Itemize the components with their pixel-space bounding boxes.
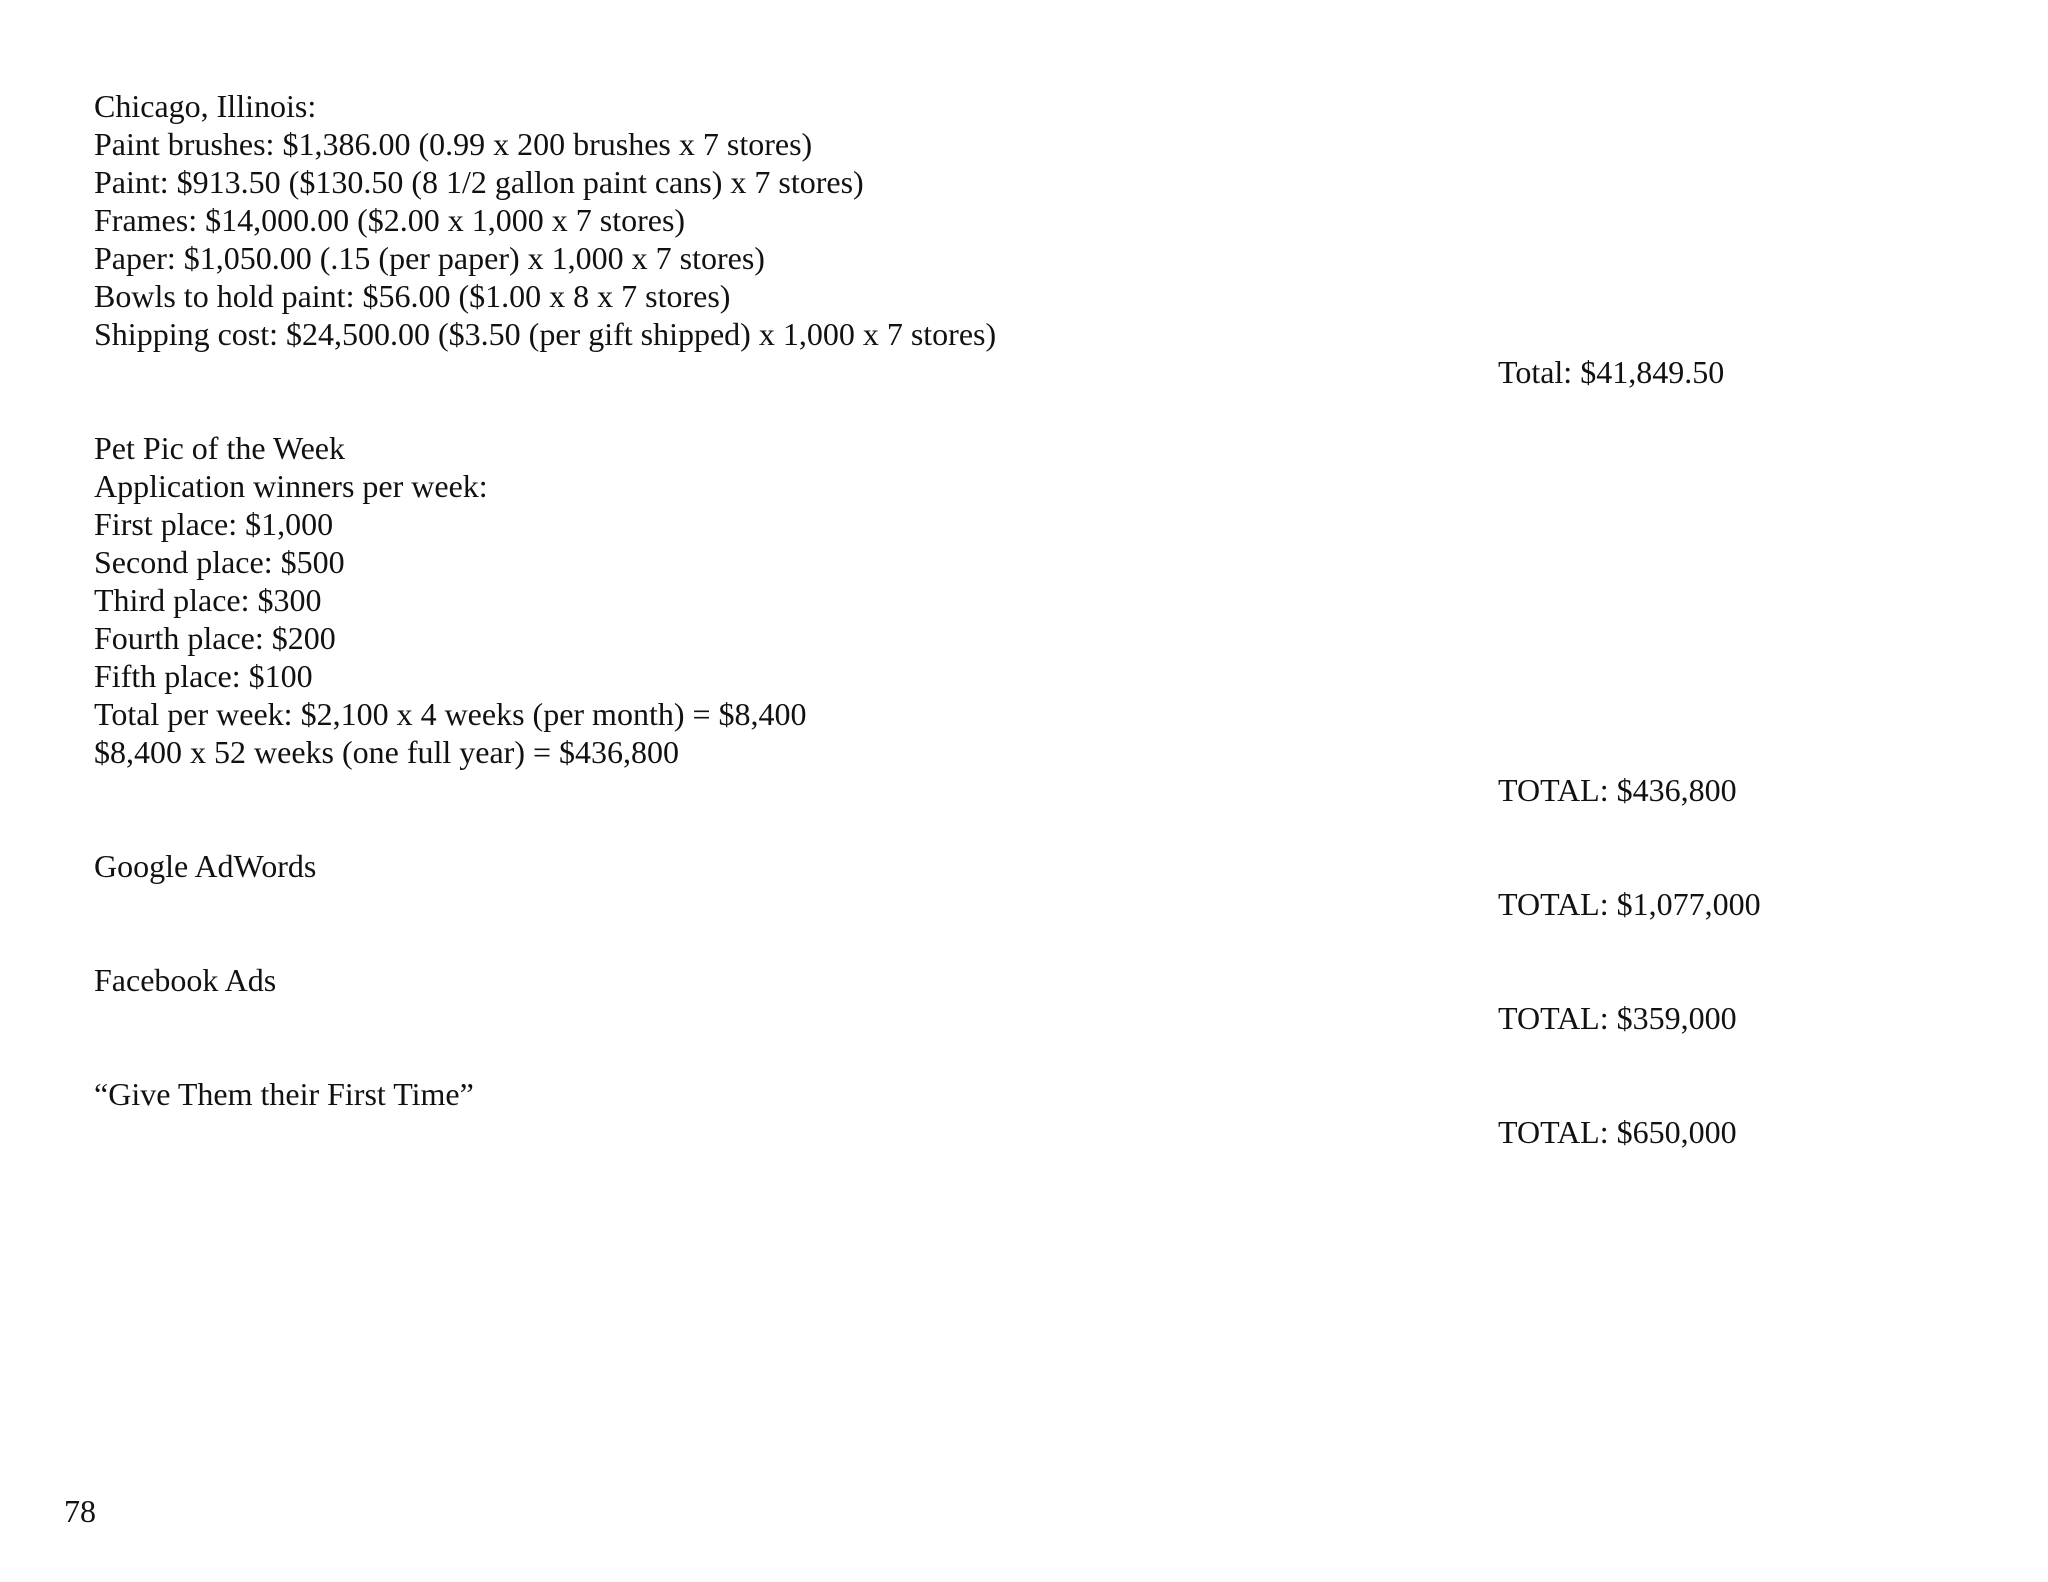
paper-line: Paper: $1,050.00 (.15 (per paper) x 1,000 x 7 stores) [94,240,765,276]
weekly-total-line: Total per week: $2,100 x 4 weeks (per month) = $8,400 [94,696,807,732]
facebook-total: TOTAL: $359,000 [1498,1000,1737,1036]
shipping-line: Shipping cost: $24,500.00 ($3.50 (per gift shipped) x 1,000 x 7 stores) [94,316,997,352]
pet-pic-subheading: Application winners per week: [94,468,488,504]
second-place-line: Second place: $500 [94,544,345,580]
pet-pic-heading: Pet Pic of the Week [94,430,345,466]
google-total: TOTAL: $1,077,000 [1498,886,1761,922]
fifth-place-line: Fifth place: $100 [94,658,313,694]
bowls-line: Bowls to hold paint: $56.00 ($1.00 x 8 x 7 stores) [94,278,731,314]
yearly-total-line: $8,400 x 52 weeks (one full year) = $436,800 [94,734,680,770]
paint-line: Paint: $913.50 ($130.50 (8 1/2 gallon paint cans) x 7 stores) [94,164,864,200]
google-heading: Google AdWords [94,848,317,884]
first-time-total: TOTAL: $650,000 [1498,1114,1737,1150]
pet-pic-total: TOTAL: $436,800 [1498,772,1737,808]
frames-line: Frames: $14,000.00 ($2.00 x 1,000 x 7 stores) [94,202,686,238]
chicago-total: Total: $41,849.50 [1498,354,1725,390]
fourth-place-line: Fourth place: $200 [94,620,336,656]
paint-brushes-line: Paint brushes: $1,386.00 (0.99 x 200 brushes x 7 stores) [94,126,813,162]
page-number: 78 [64,1493,96,1529]
facebook-heading: Facebook Ads [94,962,277,998]
first-place-line: First place: $1,000 [94,506,334,542]
third-place-line: Third place: $300 [94,582,322,618]
first-time-heading: “Give Them their First Time” [94,1076,474,1112]
chicago-heading: Chicago, Illinois: [94,88,317,124]
